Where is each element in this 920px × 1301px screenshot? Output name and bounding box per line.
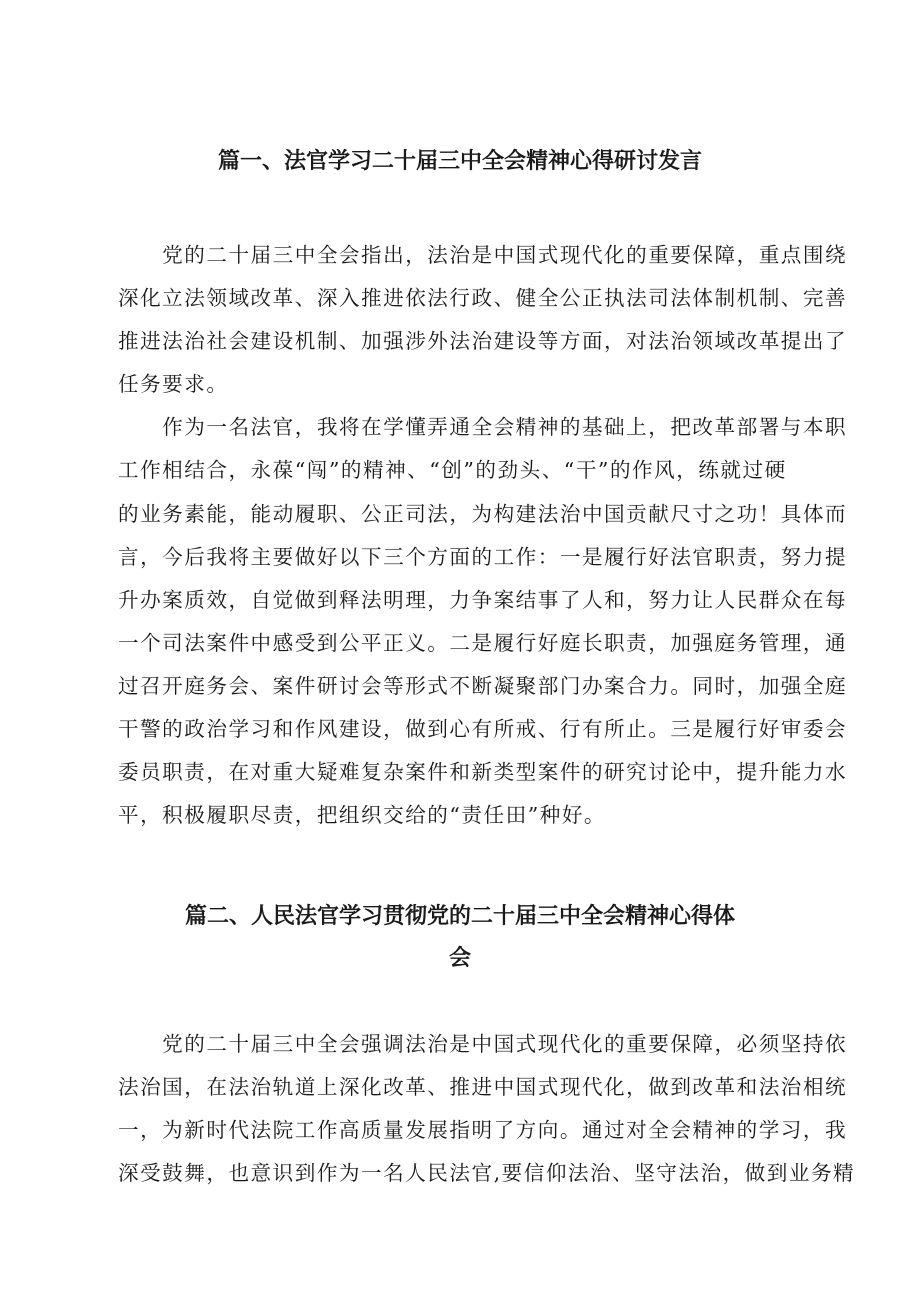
text-line: 干警的政治学习和作风建设，做到心有所戒、行有所止。三是履行好审委会 <box>118 717 848 742</box>
section2-body <box>118 1023 856 1195</box>
section2-title-line-2: 会 <box>448 946 471 971</box>
section2-title <box>0 896 920 980</box>
text-line: 作为一名法官，我将在学懂弄通全会精神的基础上，把改革部署与本职 <box>118 415 848 440</box>
text-line: 的业务素能，能动履职、公正司法，为构建法治中国贡献尺寸之功！具体而 <box>118 501 848 526</box>
text-line: 言，今后我将主要做好以下三个方面的工作：一是履行好法官职责，努力提 <box>118 544 848 569</box>
text-line: 推进法治社会建设机制、加强涉外法治建设等方面，对法治领域改革提出了 <box>118 329 848 354</box>
section1-paragraph-1 <box>118 234 848 406</box>
section1-body <box>118 234 848 837</box>
text-line: 深受鼓舞，也意识到作为一名人民法官,要信仰法治、坚守法治，做到业务精 <box>118 1161 856 1186</box>
text-line: 党的二十届三中全会指出，法治是中国式现代化的重要保障，重点围绕 <box>118 243 848 267</box>
section2-paragraph-1 <box>118 1023 856 1195</box>
section1-title-text: 篇一、法官学习二十届三中全会精神心得研讨发言 <box>217 149 702 174</box>
text-line: 深化立法领域改革、深入推进依法行政、健全公正执法司法体制机制、完善 <box>118 286 848 311</box>
section1-title <box>0 144 920 180</box>
text-line: 党的二十届三中全会强调法治是中国式现代化的重要保障，必须坚持依 <box>118 1032 848 1056</box>
text-line: 法治国，在法治轨道上深化改革、推进中国式现代化，做到改革和法治相统 <box>118 1075 848 1100</box>
text-line: 平，积极履职尽责，把组织交给的“责任田”种好。 <box>118 803 607 828</box>
text-line: 委员职责，在对重大疑难复杂案件和新类型案件的研究讨论中，提升能力水 <box>118 760 848 785</box>
text-line: 一个司法案件中感受到公平正义。二是履行好庭长职责，加强庭务管理，通 <box>118 630 848 655</box>
text-line: 升办案质效，自觉做到释法明理，力争案结事了人和，努力让人民群众在每 <box>118 587 848 612</box>
text-line: 工作相结合，永葆“闯”的精神、“创”的劲头、“干”的作风，练就过硬 <box>118 458 787 483</box>
text-line: 过召开庭务会、案件研讨会等形式不断凝聚部门办案合力。同时，加强全庭 <box>118 673 848 698</box>
text-line: 一，为新时代法院工作高质量发展指明了方向。通过对全会精神的学习，我 <box>118 1118 848 1143</box>
section1-paragraph-2 <box>118 406 848 837</box>
text-line: 任务要求。 <box>118 372 229 397</box>
section2-title-line-1: 篇二、人民法官学习贯彻党的二十届三中全会精神心得体 <box>184 904 735 929</box>
